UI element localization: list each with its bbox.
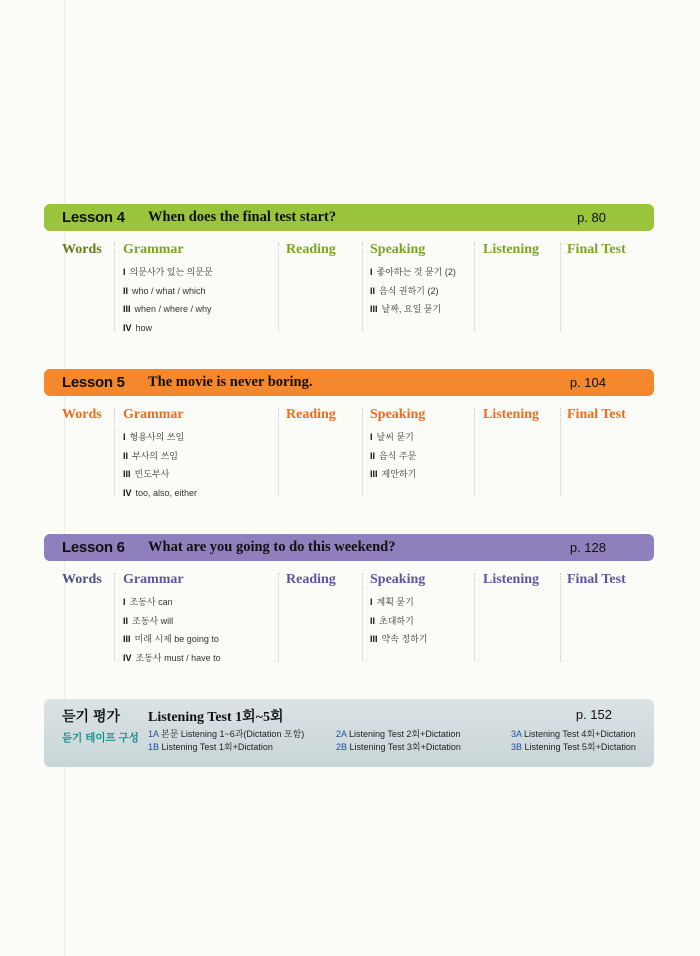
lesson-5-contents xyxy=(44,396,654,496)
tape-column-2 xyxy=(336,729,461,755)
tape-item: 3A Listening Test 4회+Dictation xyxy=(511,729,636,739)
grammar-item: I 의문사가 있는 의문문 xyxy=(123,267,213,277)
lesson-6-header-bar xyxy=(44,534,654,561)
column-divider xyxy=(560,408,561,496)
final-test-heading: Final Test xyxy=(567,572,626,587)
listening-test-box xyxy=(44,699,654,767)
lesson-title: When does the final test start? xyxy=(148,209,337,225)
words-heading: Words xyxy=(62,242,102,257)
tape-item: 3B Listening Test 5회+Dictation xyxy=(511,742,636,752)
grammar-item: II 부사의 쓰임 xyxy=(123,450,178,461)
lesson-5-header-bar xyxy=(44,369,654,396)
speaking-heading: Speaking xyxy=(370,242,426,257)
reading-heading: Reading xyxy=(286,572,336,587)
tape-column-1 xyxy=(148,729,304,755)
column-divider xyxy=(474,408,475,496)
tape-item: 1B Listening Test 1회+Dictation xyxy=(148,742,273,752)
lesson-5-section xyxy=(44,369,654,496)
listening-column xyxy=(483,242,539,258)
column-divider xyxy=(278,243,279,331)
speaking-item: III 제안하기 xyxy=(370,469,417,479)
grammar-item: IV 조동사 must / have to xyxy=(123,652,221,663)
final-test-heading: Final Test xyxy=(567,407,626,422)
reading-column xyxy=(286,407,336,423)
grammar-item: I 형용사의 쓰임 xyxy=(123,432,185,442)
words-column xyxy=(62,407,102,423)
lesson-title: The movie is never boring. xyxy=(148,374,313,390)
words-heading: Words xyxy=(62,572,102,587)
lesson-4-header-bar xyxy=(44,204,654,231)
grammar-item: III 미래 시제 be going to xyxy=(123,634,219,644)
speaking-item: III 날짜, 요일 묻기 xyxy=(370,304,442,314)
column-divider xyxy=(362,408,363,496)
speaking-column xyxy=(370,407,425,487)
lesson-page: p. 80 xyxy=(577,210,606,225)
tape-item: 1A 본문 Listening 1~6과(Dictation 포함) xyxy=(148,729,305,739)
speaking-item: III 약속 정하기 xyxy=(370,634,428,644)
speaking-item: II 초대하기 xyxy=(370,615,414,626)
lesson-title: What are you going to do this weekend? xyxy=(148,539,396,555)
grammar-item: IV how xyxy=(123,322,153,333)
tape-item: 2B Listening Test 3회+Dictation xyxy=(336,742,461,752)
speaking-item: I 계획 묻기 xyxy=(370,597,414,607)
lesson-6-contents xyxy=(44,561,654,661)
tape-composition-label: 듣기 테이프 구성 xyxy=(62,732,139,744)
grammar-item: II 조동사 will xyxy=(123,615,174,626)
grammar-heading: Grammar xyxy=(123,242,184,257)
column-divider xyxy=(114,408,115,496)
lesson-number: Lesson 5 xyxy=(62,374,125,391)
tape-column-3 xyxy=(511,729,636,755)
column-divider xyxy=(560,573,561,661)
grammar-column xyxy=(123,572,221,670)
reading-heading: Reading xyxy=(286,407,336,422)
listening-test-label: 듣기 평가 xyxy=(62,708,120,724)
grammar-heading: Grammar xyxy=(123,407,184,422)
speaking-item: II 음식 권하기 (2) xyxy=(370,285,439,296)
reading-heading: Reading xyxy=(286,242,336,257)
reading-column xyxy=(286,242,336,258)
grammar-item: IV too, also, either xyxy=(123,487,198,498)
lesson-number: Lesson 6 xyxy=(62,539,125,556)
column-divider xyxy=(278,408,279,496)
column-divider xyxy=(362,573,363,661)
final-test-column xyxy=(567,242,626,258)
speaking-item: I 날씨 묻기 xyxy=(370,432,414,442)
words-column xyxy=(62,572,102,588)
column-divider xyxy=(560,243,561,331)
column-divider xyxy=(114,243,115,331)
lesson-page: p. 104 xyxy=(569,375,606,390)
speaking-item: II 음식 주문 xyxy=(370,450,417,461)
listening-column xyxy=(483,572,539,588)
listening-test-title: Listening Test 1회~5회 xyxy=(148,710,284,725)
lesson-6-section xyxy=(44,534,654,661)
speaking-column xyxy=(370,242,456,322)
listening-test-page: p. 152 xyxy=(575,707,612,722)
column-divider xyxy=(474,573,475,661)
reading-column xyxy=(286,572,336,588)
lesson-4-section xyxy=(44,204,654,331)
speaking-item: I 좋아하는 것 묻기 (2) xyxy=(370,267,456,277)
column-divider xyxy=(278,573,279,661)
grammar-item: III when / where / why xyxy=(123,304,212,314)
listening-heading: Listening xyxy=(483,407,540,422)
grammar-item: I 조동사 can xyxy=(123,597,173,607)
words-column xyxy=(62,242,102,258)
speaking-column xyxy=(370,572,428,652)
lesson-4-contents xyxy=(44,231,654,331)
listening-heading: Listening xyxy=(483,572,540,587)
column-divider xyxy=(474,243,475,331)
lesson-number: Lesson 4 xyxy=(62,209,125,226)
final-test-column xyxy=(567,407,626,423)
grammar-heading: Grammar xyxy=(123,572,184,587)
listening-column xyxy=(483,407,539,423)
lesson-page: p. 128 xyxy=(569,540,606,555)
speaking-heading: Speaking xyxy=(370,572,426,587)
grammar-column xyxy=(123,407,197,505)
listening-heading: Listening xyxy=(483,242,540,257)
column-divider xyxy=(114,573,115,661)
tape-item: 2A Listening Test 2회+Dictation xyxy=(336,729,461,739)
grammar-column xyxy=(123,242,213,340)
speaking-heading: Speaking xyxy=(370,407,426,422)
final-test-heading: Final Test xyxy=(567,242,626,257)
grammar-item: II who / what / which xyxy=(123,285,206,296)
grammar-item: III 빈도부사 xyxy=(123,469,170,479)
words-heading: Words xyxy=(62,407,102,422)
column-divider xyxy=(362,243,363,331)
final-test-column xyxy=(567,572,626,588)
